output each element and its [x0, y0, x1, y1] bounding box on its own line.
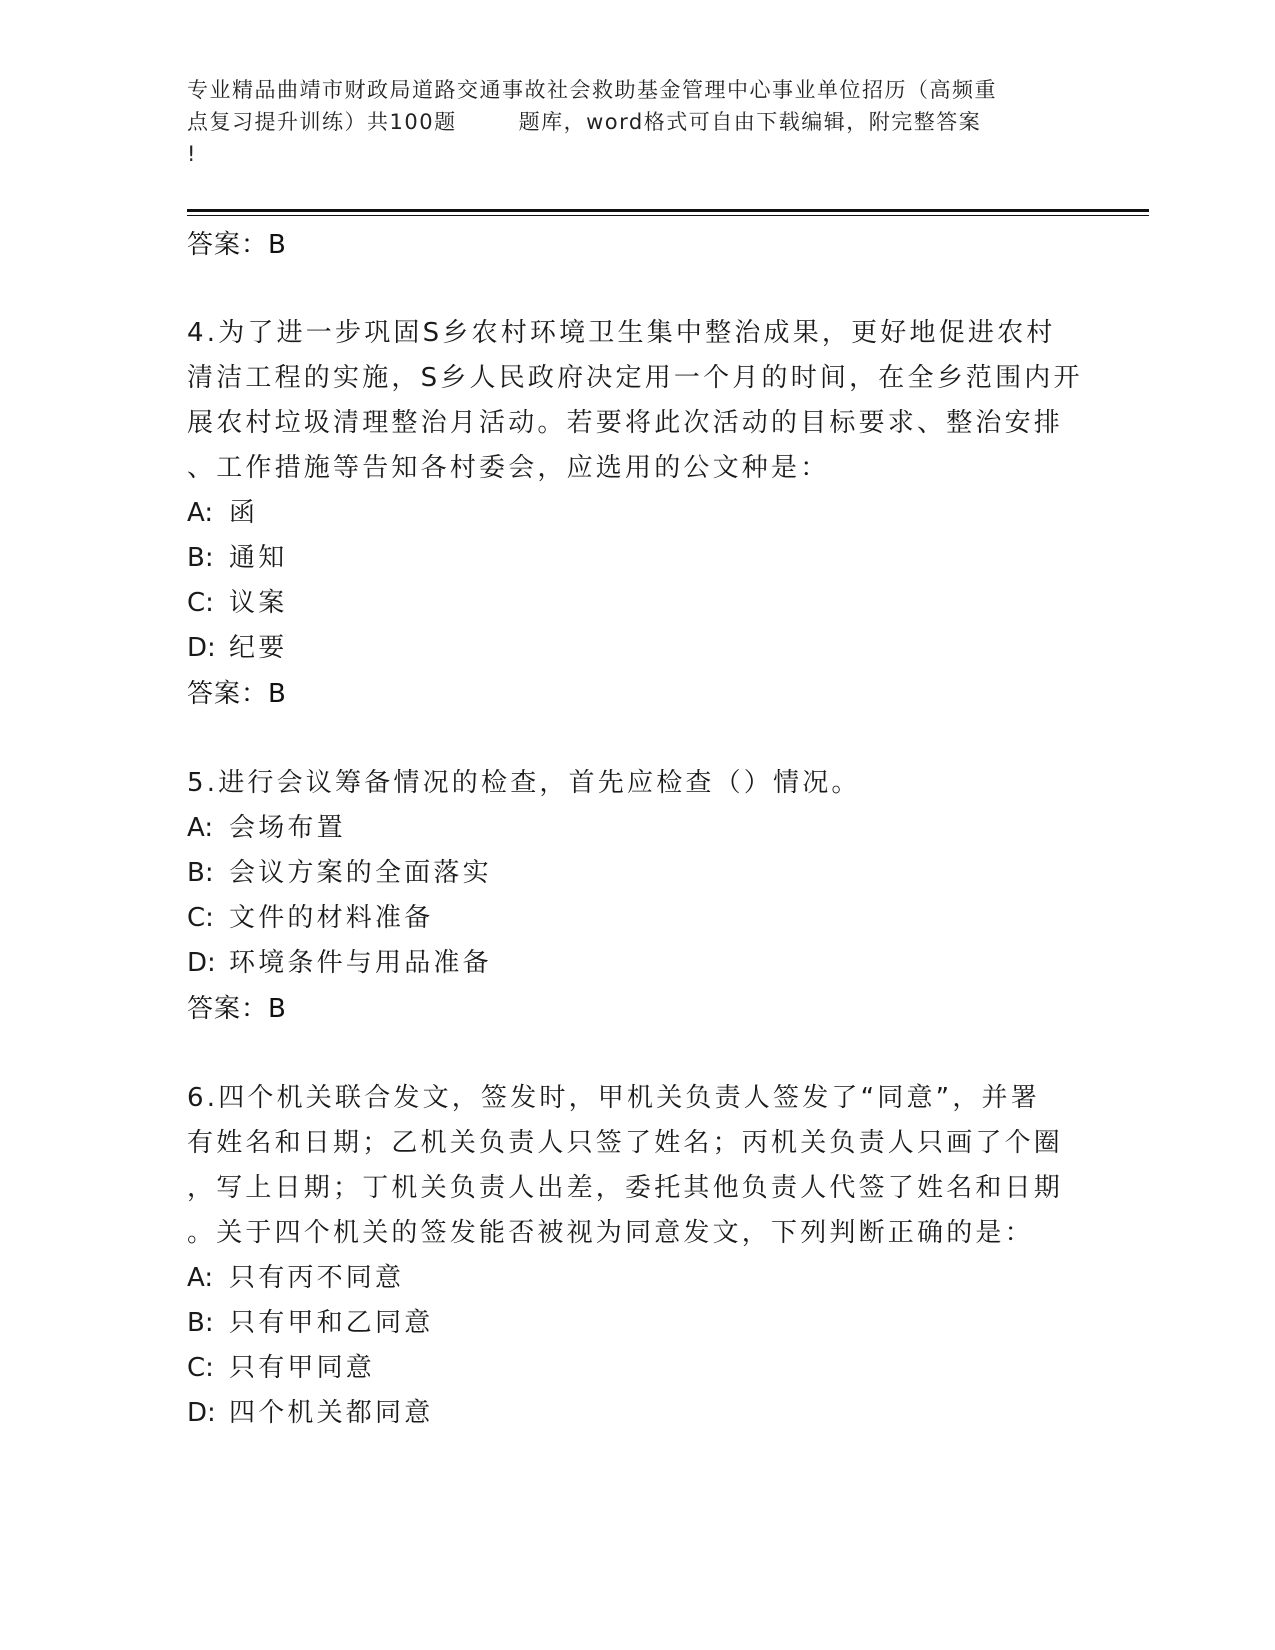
- option-d: [187, 1391, 1087, 1436]
- option-key: A:: [187, 1263, 214, 1293]
- option-c: [187, 581, 1087, 626]
- option-text: 只有甲和乙同意: [229, 1308, 434, 1338]
- question-text-line: 展农村垃圾清理整治月活动。若要将此次活动的目标要求、整治安排: [187, 408, 1064, 438]
- option-a: [187, 1256, 1087, 1301]
- option-key: B:: [187, 858, 214, 888]
- option-d: [187, 941, 1087, 986]
- answer-line: 答案：B: [187, 994, 287, 1024]
- option-c: [187, 1346, 1087, 1391]
- header-divider-thick: [187, 209, 1149, 212]
- option-text: 文件的材料准备: [229, 903, 434, 933]
- option-key: A:: [187, 813, 214, 843]
- option-text: 议案: [229, 588, 288, 618]
- answer-line: 答案：B: [187, 230, 287, 260]
- question-text-line: 4.为了进一步巩固S乡农村环境卫生集中整治成果，更好地促进农村: [187, 318, 1056, 348]
- question-text-line: ，写上日期；丁机关负责人出差，委托其他负责人代签了姓名和日期: [187, 1173, 1064, 1203]
- question-5: [187, 761, 1087, 1032]
- option-a: [187, 806, 1087, 851]
- option-key: D:: [187, 1398, 216, 1428]
- question-text-line: 有姓名和日期；乙机关负责人只签了姓名；丙机关负责人只画了个圈: [187, 1128, 1064, 1158]
- option-c: [187, 896, 1087, 941]
- question-text-line: 。关于四个机关的签发能否被视为同意发文，下列判断正确的是：: [187, 1218, 1034, 1248]
- option-a: [187, 491, 1087, 536]
- header-line-2a: 点复习提升训练）共100题: [187, 110, 457, 134]
- option-text: 纪要: [229, 633, 288, 663]
- option-b: [187, 851, 1087, 896]
- option-key: C:: [187, 903, 214, 933]
- option-text: 环境条件与用品准备: [229, 948, 492, 978]
- answer-line: 答案：B: [187, 679, 287, 709]
- question-text-line: 6.四个机关联合发文，签发时，甲机关负责人签发了“同意”，并署: [187, 1083, 1040, 1113]
- option-b: [187, 1301, 1087, 1346]
- question-4: [187, 311, 1087, 717]
- question-text-line: 、工作措施等告知各村委会，应选用的公文种是：: [187, 453, 830, 483]
- option-text: 会议方案的全面落实: [229, 858, 492, 888]
- option-text: 只有甲同意: [229, 1353, 376, 1383]
- option-key: D:: [187, 633, 216, 663]
- header-divider-thin: [187, 215, 1149, 216]
- header-line-3: !: [187, 142, 197, 166]
- option-key: D:: [187, 948, 216, 978]
- question-text-line: 5.进行会议筹备情况的检查，首先应检查（）情况。: [187, 768, 861, 798]
- header-line-2: [187, 106, 1087, 138]
- option-key: C:: [187, 1353, 214, 1383]
- option-text: 会场布置: [229, 813, 346, 843]
- option-text: 通知: [229, 543, 288, 573]
- option-key: B:: [187, 543, 214, 573]
- option-text: 函: [229, 498, 259, 528]
- option-d: [187, 626, 1087, 671]
- option-text: 只有丙不同意: [229, 1263, 405, 1293]
- header-line-1: 专业精品曲靖市财政局道路交通事故社会救助基金管理中心事业单位招历（高频重: [187, 78, 997, 102]
- header-line-2b: 题库，word格式可自由下载编辑，附完整答案: [518, 110, 982, 134]
- question-list: [187, 222, 1087, 1436]
- question-6: [187, 1076, 1087, 1436]
- option-b: [187, 536, 1087, 581]
- document-header: [187, 74, 1087, 170]
- question-text-line: 清洁工程的实施，S乡人民政府决定用一个月的时间，在全乡范围内开: [187, 363, 1083, 393]
- option-text: 四个机关都同意: [229, 1398, 434, 1428]
- option-key: B:: [187, 1308, 214, 1338]
- option-key: C:: [187, 588, 214, 618]
- option-key: A:: [187, 498, 214, 528]
